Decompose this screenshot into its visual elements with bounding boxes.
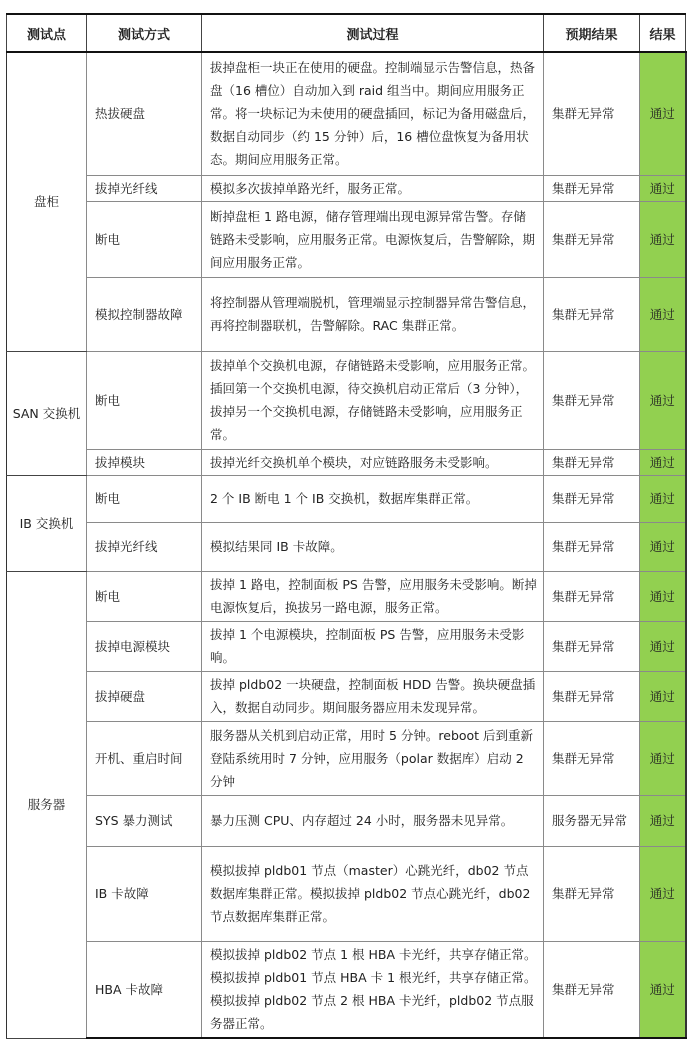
process-cell: 服务器从关机到启动正常，用时 5 分钟。reboot 后到重新登陆系统用时 7 分钟，应用服务（polar 数据库）启动 2 分钟 bbox=[202, 721, 544, 795]
result-cell: 通过 bbox=[640, 621, 686, 671]
method-cell: SYS 暴力测试 bbox=[87, 795, 202, 846]
method-cell: 热拔硬盘 bbox=[87, 52, 202, 175]
result-cell: 通过 bbox=[640, 941, 686, 1038]
table-row bbox=[7, 351, 686, 449]
table-header-row bbox=[7, 14, 686, 52]
method-cell: 断电 bbox=[87, 201, 202, 277]
process-cell: 模拟多次拔掉单路光纤，服务正常。 bbox=[202, 175, 544, 201]
table-row bbox=[7, 795, 686, 846]
table-row bbox=[7, 449, 686, 475]
header-test-method: 测试方式 bbox=[87, 14, 202, 52]
result-cell: 通过 bbox=[640, 175, 686, 201]
table-row bbox=[7, 175, 686, 201]
result-cell: 通过 bbox=[640, 671, 686, 721]
table-row bbox=[7, 846, 686, 941]
expected-cell: 集群无异常 bbox=[544, 846, 640, 941]
table-row bbox=[7, 671, 686, 721]
process-cell: 2 个 IB 断电 1 个 IB 交换机，数据库集群正常。 bbox=[202, 475, 544, 522]
process-cell: 拔掉光纤交换机单个模块，对应链路服务未受影响。 bbox=[202, 449, 544, 475]
table-row bbox=[7, 277, 686, 351]
result-cell: 通过 bbox=[640, 52, 686, 175]
expected-cell: 服务器无异常 bbox=[544, 795, 640, 846]
process-cell: 模拟结果同 IB 卡故障。 bbox=[202, 522, 544, 571]
expected-cell: 集群无异常 bbox=[544, 671, 640, 721]
result-cell: 通过 bbox=[640, 846, 686, 941]
process-cell: 拔掉 1 路电，控制面板 PS 告警，应用服务未受影响。断掉电源恢复后，换拔另一路电源，服务正常。 bbox=[202, 571, 544, 621]
method-cell: 断电 bbox=[87, 475, 202, 522]
result-cell: 通过 bbox=[640, 449, 686, 475]
header-test-point: 测试点 bbox=[7, 14, 87, 52]
method-cell: 拔掉硬盘 bbox=[87, 671, 202, 721]
process-cell: 模拟拔掉 pldb02 节点 1 根 HBA 卡光纤，共享存储正常。模拟拔掉 pldb01 节点 HBA 卡 1 根光纤，共享存储正常。模拟拔掉 pldb02 节点 2 根 HBA 卡光纤，pldb02 节点服务器正常。 bbox=[202, 941, 544, 1038]
process-cell: 断掉盘柜 1 路电源，储存管理端出现电源异常告警。存储链路未受影响，应用服务正常。电源恢复后，告警解除，期间应用服务正常。 bbox=[202, 201, 544, 277]
process-cell: 拔掉 1 个电源模块，控制面板 PS 告警，应用服务未受影响。 bbox=[202, 621, 544, 671]
header-result: 结果 bbox=[640, 14, 686, 52]
expected-cell: 集群无异常 bbox=[544, 351, 640, 449]
method-cell: 拔掉光纤线 bbox=[87, 522, 202, 571]
header-test-process: 测试过程 bbox=[202, 14, 544, 52]
table-row bbox=[7, 721, 686, 795]
method-cell: 拔掉模块 bbox=[87, 449, 202, 475]
table-row bbox=[7, 52, 686, 175]
expected-cell: 集群无异常 bbox=[544, 52, 640, 175]
method-cell: HBA 卡故障 bbox=[87, 941, 202, 1038]
method-cell: IB 卡故障 bbox=[87, 846, 202, 941]
process-cell: 拔掉盘柜一块正在使用的硬盘。控制端显示告警信息，热备盘（16 槽位）自动加入到 raid 组当中。期间应用服务正常。将一块标记为未使用的硬盘插回，标记为备用磁盘后，数据自动同步（约 15 分钟）后，16 槽位盘恢复为备用状态。期间应用服务正常。 bbox=[202, 52, 544, 175]
result-cell: 通过 bbox=[640, 475, 686, 522]
result-cell: 通过 bbox=[640, 522, 686, 571]
table-row bbox=[7, 621, 686, 671]
expected-cell: 集群无异常 bbox=[544, 475, 640, 522]
process-cell: 暴力压测 CPU、内存超过 24 小时，服务器未见异常。 bbox=[202, 795, 544, 846]
result-cell: 通过 bbox=[640, 201, 686, 277]
table-row bbox=[7, 201, 686, 277]
table-row bbox=[7, 522, 686, 571]
process-cell: 拔掉单个交换机电源，存储链路未受影响，应用服务正常。插回第一个交换机电源，待交换机启动正常后（3 分钟），拔掉另一个交换机电源，存储链路未受影响，应用服务正常。 bbox=[202, 351, 544, 449]
method-cell: 模拟控制器故障 bbox=[87, 277, 202, 351]
method-cell: 开机、重启时间 bbox=[87, 721, 202, 795]
expected-cell: 集群无异常 bbox=[544, 571, 640, 621]
group-cell-server: 服务器 bbox=[7, 571, 87, 1038]
result-cell: 通过 bbox=[640, 571, 686, 621]
table-row bbox=[7, 475, 686, 522]
expected-cell: 集群无异常 bbox=[544, 449, 640, 475]
expected-cell: 集群无异常 bbox=[544, 175, 640, 201]
test-results-table bbox=[6, 13, 687, 1039]
process-cell: 模拟拔掉 pldb01 节点（master）心跳光纤，db02 节点数据库集群正常。模拟拔掉 pldb02 节点心跳光纤，db02 节点数据库集群正常。 bbox=[202, 846, 544, 941]
header-expected-result: 预期结果 bbox=[544, 14, 640, 52]
expected-cell: 集群无异常 bbox=[544, 941, 640, 1038]
result-cell: 通过 bbox=[640, 795, 686, 846]
result-cell: 通过 bbox=[640, 351, 686, 449]
expected-cell: 集群无异常 bbox=[544, 621, 640, 671]
expected-cell: 集群无异常 bbox=[544, 721, 640, 795]
method-cell: 拔掉电源模块 bbox=[87, 621, 202, 671]
method-cell: 断电 bbox=[87, 351, 202, 449]
group-cell-san-switch: SAN 交换机 bbox=[7, 351, 87, 475]
expected-cell: 集群无异常 bbox=[544, 522, 640, 571]
method-cell: 断电 bbox=[87, 571, 202, 621]
expected-cell: 集群无异常 bbox=[544, 277, 640, 351]
process-cell: 将控制器从管理端脱机，管理端显示控制器异常告警信息，再将控制器联机，告警解除。RAC 集群正常。 bbox=[202, 277, 544, 351]
expected-cell: 集群无异常 bbox=[544, 201, 640, 277]
group-cell-ib-switch: IB 交换机 bbox=[7, 475, 87, 571]
table-row bbox=[7, 941, 686, 1038]
process-cell: 拔掉 pldb02 一块硬盘，控制面板 HDD 告警。换块硬盘插入，数据自动同步。期间服务器应用未发现异常。 bbox=[202, 671, 544, 721]
result-cell: 通过 bbox=[640, 721, 686, 795]
result-cell: 通过 bbox=[640, 277, 686, 351]
method-cell: 拔掉光纤线 bbox=[87, 175, 202, 201]
test-results-table-wrapper bbox=[6, 13, 685, 1039]
table-row bbox=[7, 571, 686, 621]
group-cell-disk-cabinet: 盘柜 bbox=[7, 52, 87, 351]
